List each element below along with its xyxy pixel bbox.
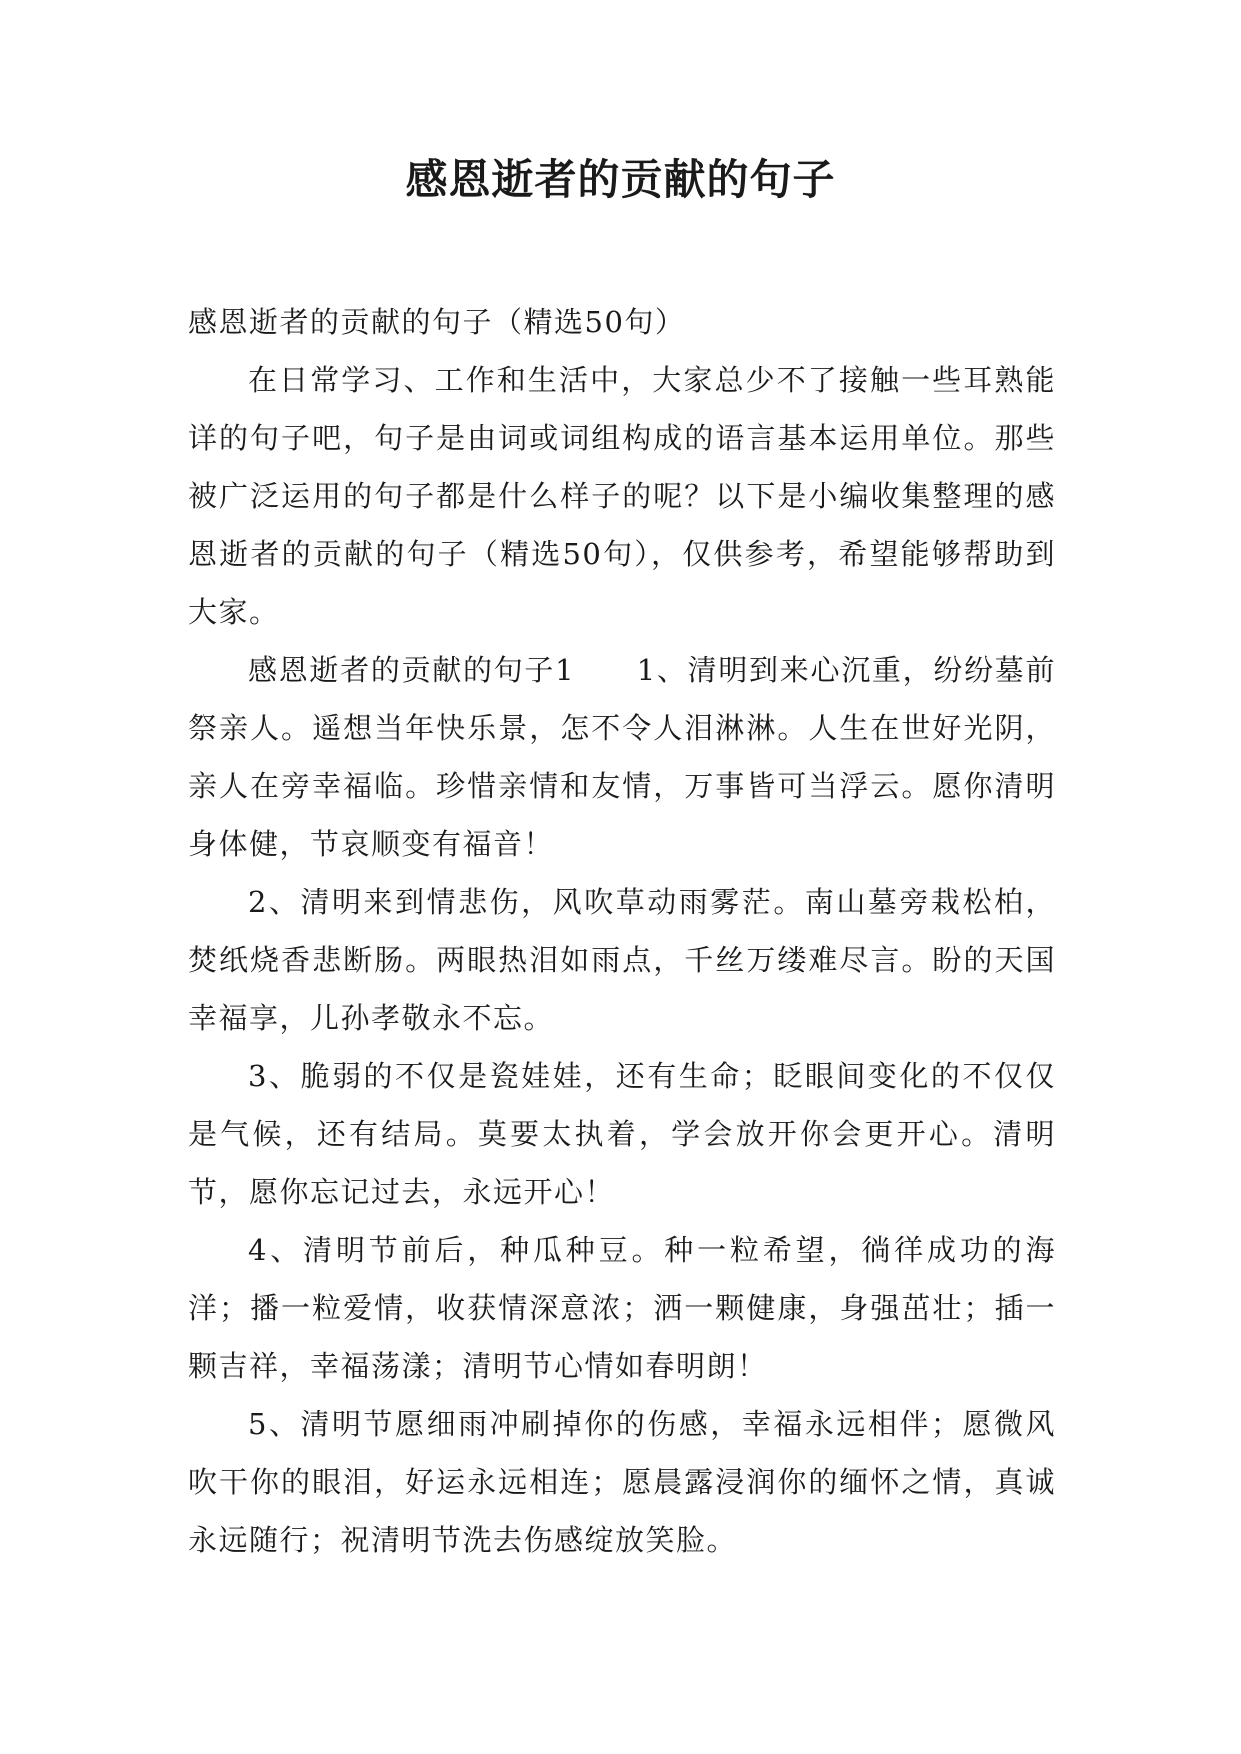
paragraph-sentence-5: 5、清明节愿细雨冲刷掉你的伤感，幸福永远相伴；愿微风吹干你的眼泪，好运永远相连；愿晨露浸润你的缅怀之情，真诚永远随行；祝清明节洗去伤感绽放笑脸。	[188, 1407, 1056, 1557]
paragraph-sentence-3: 3、脆弱的不仅是瓷娃娃，还有生命；眨眼间变化的不仅仅是气候，还有结局。莫要太执着，学会放开你会更开心。清明节，愿你忘记过去，永远开心！	[188, 1059, 1056, 1209]
paragraph-sentence-1: 感恩逝者的贡献的句子1 1、清明到来心沉重，纷纷墓前祭亲人。遥想当年快乐景，怎不令人泪淋淋。人生在世好光阴，亲人在旁幸福临。珍惜亲情和友情，万事皆可当浮云。愿你清明身体健，节哀顺变有福音！	[188, 653, 1056, 861]
paragraph-intro: 在日常学习、工作和生活中，大家总少不了接触一些耳熟能详的句子吧，句子是由词或词组构成的语言基本运用单位。那些被广泛运用的句子都是什么样子的呢？以下是小编收集整理的感恩逝者的贡献的句子（精选50句），仅供参考，希望能够帮助到大家。	[188, 363, 1056, 629]
paragraph-sentence-4: 4、清明节前后，种瓜种豆。种一粒希望，徜徉成功的海洋；播一粒爱情，收获情深意浓；洒一颗健康，身强茁壮；插一颗吉祥，幸福荡漾；清明节心情如春明朗！	[188, 1233, 1056, 1383]
paragraph-sentence-2: 2、清明来到情悲伤，风吹草动雨雾茫。南山墓旁栽松柏，焚纸烧香悲断肠。两眼热泪如雨点，千丝万缕难尽言。盼的天国幸福享，儿孙孝敬永不忘。	[188, 885, 1056, 1035]
document-title: 感恩逝者的贡献的句子	[405, 155, 836, 204]
paragraph-subtitle: 感恩逝者的贡献的句子（精选50句）	[188, 305, 686, 339]
document-body	[188, 293, 1056, 1569]
